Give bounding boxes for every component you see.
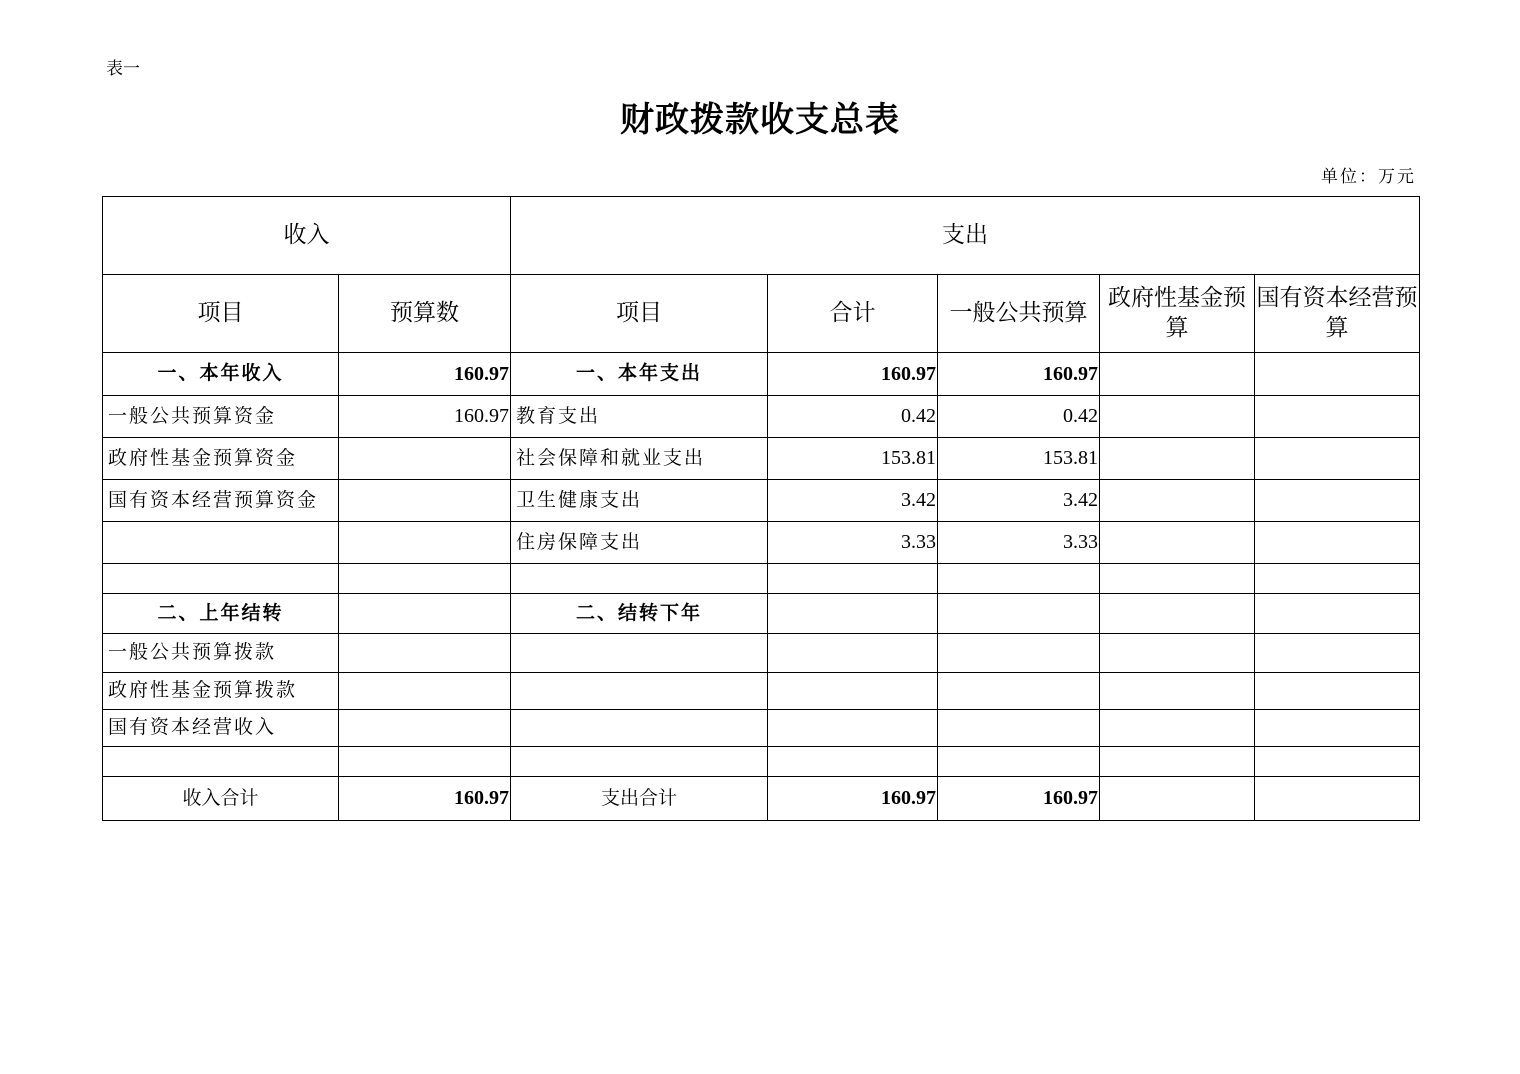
total-amount: 153.81 <box>768 438 938 480</box>
fund-amount <box>1100 747 1255 777</box>
page-title: 财政拨款收支总表 <box>620 100 900 140</box>
table-row <box>103 747 1420 777</box>
general-total-amount: 160.97 <box>938 777 1100 821</box>
capital-amount <box>1255 396 1420 438</box>
capital-amount <box>1255 634 1420 673</box>
gov-fund-header: 政府性基金预算 <box>1100 275 1255 353</box>
expense-item <box>511 564 768 594</box>
expense-total-label: 支出合计 <box>511 777 768 821</box>
table-row <box>103 594 1420 634</box>
capital-amount <box>1255 522 1420 564</box>
fund-amount <box>1100 353 1255 396</box>
income-amount <box>339 522 511 564</box>
income-item: 国有资本经营收入 <box>103 710 339 747</box>
capital-amount <box>1255 747 1420 777</box>
income-item-header: 项目 <box>103 275 339 353</box>
income-amount <box>339 480 511 522</box>
income-amount <box>339 594 511 634</box>
total-header: 合计 <box>768 275 938 353</box>
income-amount <box>339 673 511 710</box>
general-amount <box>938 673 1100 710</box>
income-total-amount: 160.97 <box>339 777 511 821</box>
general-amount <box>938 564 1100 594</box>
table-row <box>103 564 1420 594</box>
totals-row <box>103 777 1420 821</box>
total-amount: 0.42 <box>768 396 938 438</box>
total-amount <box>768 747 938 777</box>
expense-section-current: 一、本年支出 <box>511 353 768 396</box>
expense-item: 住房保障支出 <box>511 522 768 564</box>
expense-item <box>511 634 768 673</box>
capital-amount <box>1255 480 1420 522</box>
fund-amount <box>1100 438 1255 480</box>
capital-total-amount <box>1255 777 1420 821</box>
state-capital-header: 国有资本经营预算 <box>1255 275 1420 353</box>
income-amount <box>339 634 511 673</box>
fund-amount <box>1100 673 1255 710</box>
total-amount: 160.97 <box>768 353 938 396</box>
fund-amount <box>1100 522 1255 564</box>
income-amount <box>339 564 511 594</box>
fund-amount <box>1100 396 1255 438</box>
total-amount <box>768 564 938 594</box>
expense-item-header: 项目 <box>511 275 768 353</box>
income-section-current: 一、本年收入 <box>103 353 339 396</box>
fiscal-summary-table <box>102 196 1420 821</box>
income-item: 一般公共预算拨款 <box>103 634 339 673</box>
capital-amount <box>1255 594 1420 634</box>
expense-item <box>511 710 768 747</box>
expense-header: 支出 <box>511 197 1420 275</box>
total-amount <box>768 710 938 747</box>
fund-amount <box>1100 594 1255 634</box>
income-amount <box>339 710 511 747</box>
expense-item <box>511 747 768 777</box>
general-amount <box>938 747 1100 777</box>
general-amount: 3.33 <box>938 522 1100 564</box>
fund-amount <box>1100 634 1255 673</box>
expense-item: 教育支出 <box>511 396 768 438</box>
income-amount <box>339 747 511 777</box>
budget-header: 预算数 <box>339 275 511 353</box>
table-row <box>103 353 1420 396</box>
fund-amount <box>1100 710 1255 747</box>
general-amount: 0.42 <box>938 396 1100 438</box>
capital-amount <box>1255 353 1420 396</box>
table-row <box>103 710 1420 747</box>
general-public-header: 一般公共预算 <box>938 275 1100 353</box>
income-item: 一般公共预算资金 <box>103 396 339 438</box>
table-row <box>103 480 1420 522</box>
general-amount: 160.97 <box>938 353 1100 396</box>
income-header: 收入 <box>103 197 511 275</box>
expense-total-amount: 160.97 <box>768 777 938 821</box>
expense-section-carryforward: 二、结转下年 <box>511 594 768 634</box>
capital-amount <box>1255 438 1420 480</box>
income-total-label: 收入合计 <box>103 777 339 821</box>
income-item <box>103 522 339 564</box>
table-row <box>103 438 1420 480</box>
income-amount: 160.97 <box>339 353 511 396</box>
table-label: 表一 <box>106 59 140 79</box>
income-item <box>103 564 339 594</box>
income-amount: 160.97 <box>339 396 511 438</box>
capital-amount <box>1255 673 1420 710</box>
general-amount: 3.42 <box>938 480 1100 522</box>
income-item <box>103 747 339 777</box>
total-amount <box>768 634 938 673</box>
unit-label: 单位：万元 <box>1321 167 1416 187</box>
expense-item <box>511 673 768 710</box>
expense-item: 卫生健康支出 <box>511 480 768 522</box>
total-amount <box>768 673 938 710</box>
fund-amount <box>1100 480 1255 522</box>
general-amount <box>938 594 1100 634</box>
general-amount <box>938 634 1100 673</box>
capital-amount <box>1255 564 1420 594</box>
capital-amount <box>1255 710 1420 747</box>
table-row <box>103 396 1420 438</box>
total-amount: 3.42 <box>768 480 938 522</box>
expense-item: 社会保障和就业支出 <box>511 438 768 480</box>
table-row <box>103 634 1420 673</box>
total-amount: 3.33 <box>768 522 938 564</box>
income-item: 国有资本经营预算资金 <box>103 480 339 522</box>
income-amount <box>339 438 511 480</box>
header-row-groups <box>103 197 1420 275</box>
table-row <box>103 673 1420 710</box>
table-row <box>103 522 1420 564</box>
general-amount: 153.81 <box>938 438 1100 480</box>
fund-amount <box>1100 564 1255 594</box>
total-amount <box>768 594 938 634</box>
fund-total-amount <box>1100 777 1255 821</box>
income-section-carryover: 二、上年结转 <box>103 594 339 634</box>
income-item: 政府性基金预算拨款 <box>103 673 339 710</box>
income-item: 政府性基金预算资金 <box>103 438 339 480</box>
header-row-columns <box>103 275 1420 353</box>
general-amount <box>938 710 1100 747</box>
